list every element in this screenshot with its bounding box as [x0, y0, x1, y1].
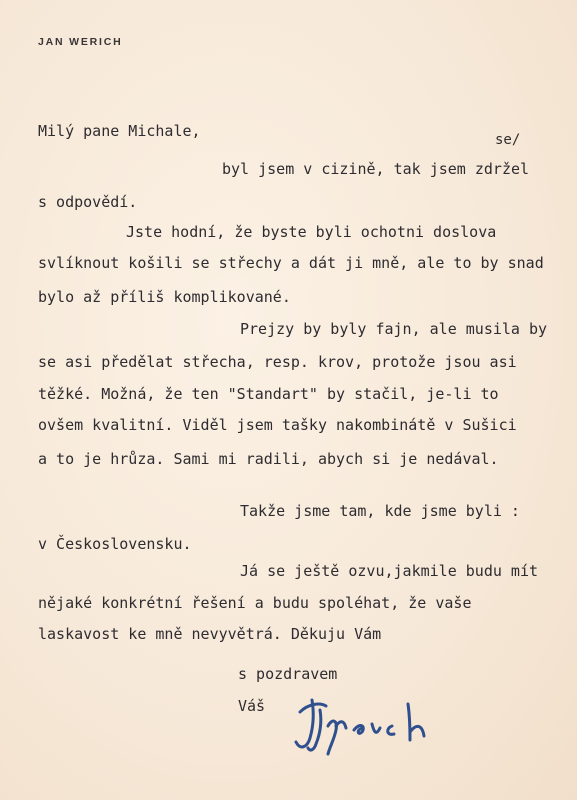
- handwritten-signature: [280, 690, 480, 760]
- text-line: laskavost ke mně nevyvětrá. Děkuju Vám: [38, 625, 382, 643]
- text-line: v Československu.: [38, 535, 192, 553]
- text-line: nějaké konkrétní řešení a budu spoléhat, že vaše: [38, 594, 472, 612]
- yours-line: Váš: [238, 697, 266, 715]
- text-line: bylo až příliš komplikované.: [38, 288, 291, 306]
- text-line: ovšem kvalitní. Viděl jsem tašky nakombinátě v Sušici: [38, 416, 517, 434]
- text-line: těžké. Možná, že ten "Standart" by stačil, je-li to: [38, 385, 499, 403]
- text-line: Prejzy by byly fajn, ale musila by: [240, 320, 548, 338]
- text-line: byl jsem v cizině, tak jsem zdržel: [222, 160, 530, 178]
- text-line: Já se ještě ozvu,jakmile budu mít: [240, 562, 539, 580]
- text-line: s odpovědí.: [38, 193, 138, 211]
- text-line: svlíknout košili se střechy a dát ji mně, ale to by snad: [38, 254, 544, 272]
- handwritten-insertion: se/: [495, 132, 521, 148]
- text-line: Jste hodní, že byste byli ochotni doslova: [126, 223, 497, 241]
- letterhead: JAN WERICH: [38, 36, 123, 48]
- closing-line: s pozdravem: [238, 665, 338, 683]
- text-line: a to je hrůza. Sami mi radili, abych si je nedával.: [38, 450, 499, 468]
- salutation-line: Milý pane Michale,: [38, 122, 201, 140]
- text-line: Takže jsme tam, kde jsme byli :: [240, 502, 520, 520]
- text-line: se asi předělat střecha, resp. krov, protože jsou asi: [38, 353, 517, 371]
